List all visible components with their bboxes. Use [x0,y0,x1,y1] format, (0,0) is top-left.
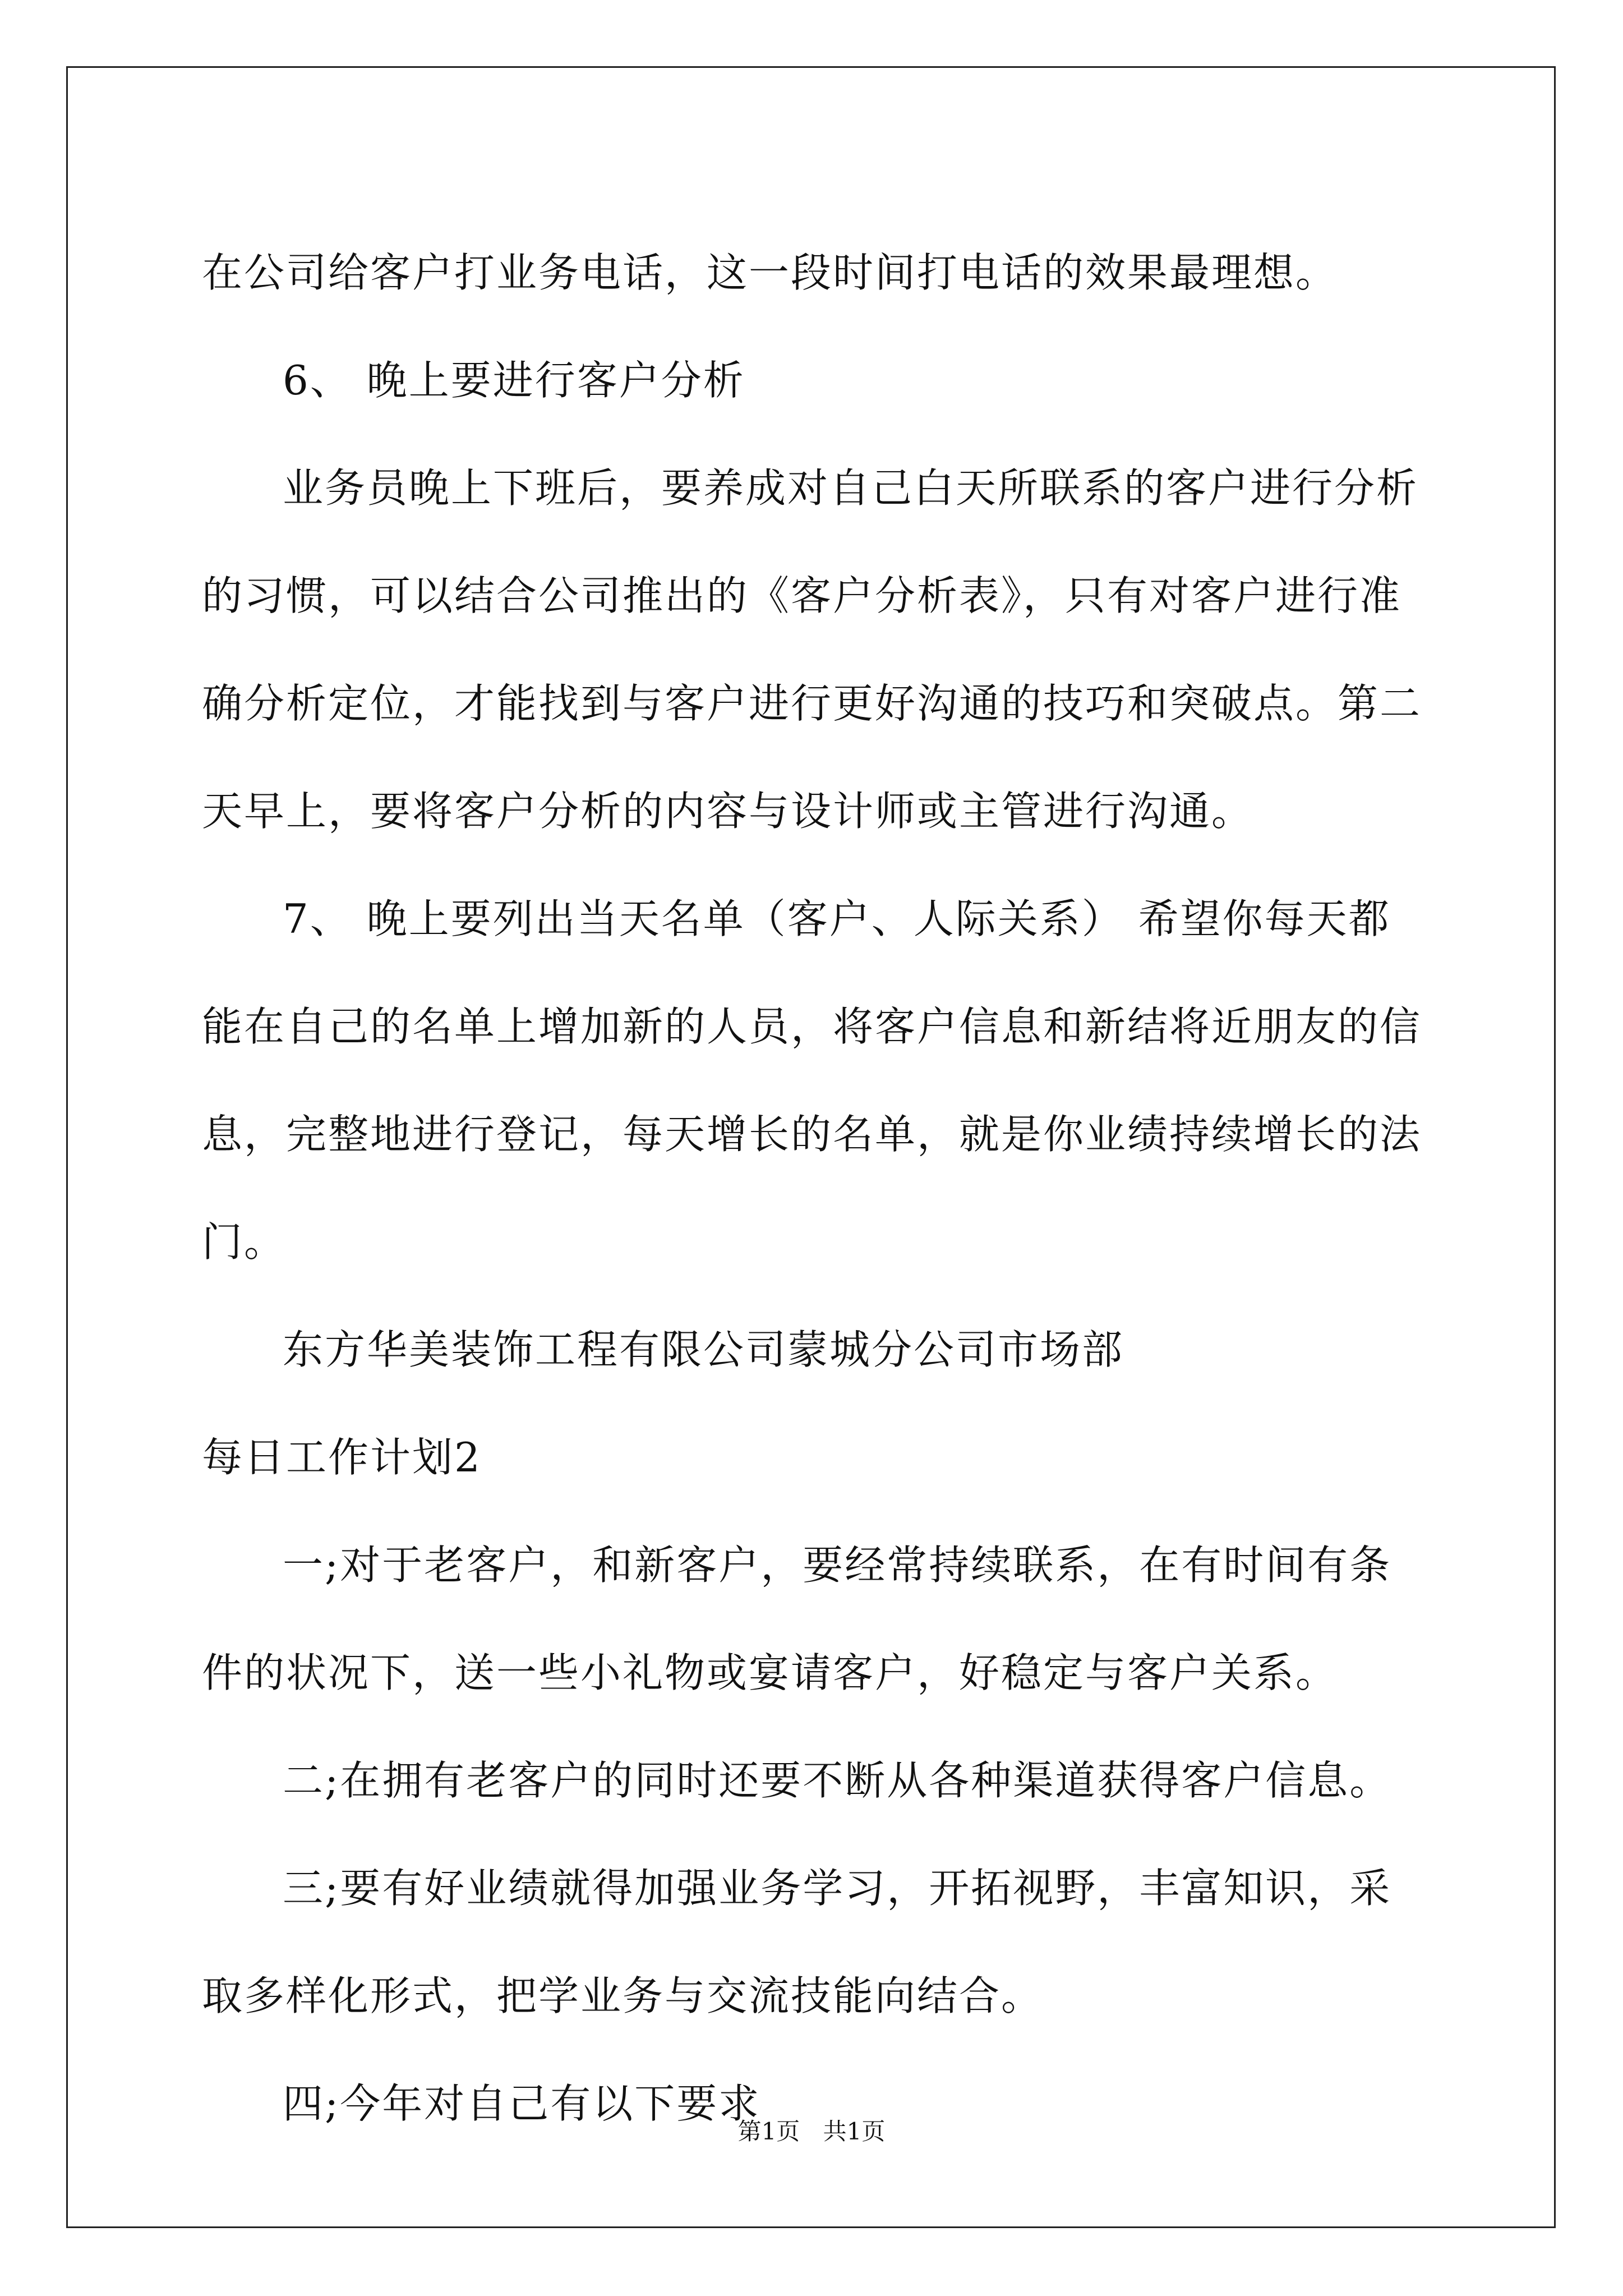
document-body [202,219,1430,2157]
paragraph-item-7: 7、 晚上要列出当天名单（客户、人际关系） 希望你每天都能在自己的名单上增加新的人员，将客户信息和新结将近朋友的信息，完整地进行登记，每天增长的名单，就是你业绩持续增长的法门。 [202,895,1422,1266]
page-number-total: 共1页 [823,2118,886,2145]
page-footer [0,2115,1623,2148]
paragraph-point-1: 一;对于老客户，和新客户，要经常持续联系，在有时间有条件的状况下，送一些小礼物或宴请客户，好稳定与客户关系。 [202,1542,1392,1696]
heading-item-6: 6、 晚上要进行客户分析 [283,357,745,404]
paragraph-point-4: 四;今年对自己有以下要求 [283,2080,761,2127]
paragraph-customer-analysis: 业务员晚上下班后，要养成对自己白天所联系的客户进行分析的习惯，可以结合公司推出的《客户分析表》，只有对客户进行准确分析定位，才能找到与客户进行更好沟通的技巧和突破点。第二天早上，要将客户分析的内容与设计师或主管进行沟通。 [202,464,1422,835]
company-signature: 东方华美装饰工程有限公司蒙城分公司市场部 [283,1326,1124,1373]
section-title: 每日工作计划2 [202,1434,482,1481]
paragraph-continuation: 在公司给客户打业务电话，这一段时间打电话的效果最理想。 [202,249,1338,296]
page-number-current: 第1页 [737,2118,800,2145]
paragraph-point-3: 三;要有好业绩就得加强业务学习，开拓视野，丰富知识，采取多样化形式，把学业务与交流技能向结合。 [202,1865,1392,2019]
paragraph-point-2: 二;在拥有老客户的同时还要不断从各种渠道获得客户信息。 [283,1757,1392,1804]
